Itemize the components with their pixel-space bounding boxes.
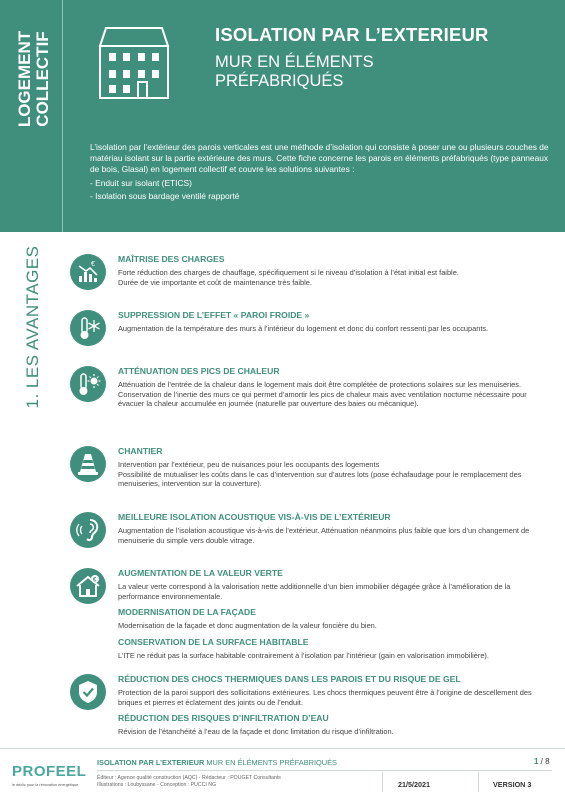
- advantage-text: Possibilité de mutualiser les coûts dans le cas d’intervention sur d’autres lots (pose échafaudage pour le remplacement des menuiseries, intervention sur la couverture).: [118, 469, 522, 489]
- header-divider: [62, 0, 63, 232]
- intro-paragraph: L’isolation par l’extérieur des parois verticales est une méthode d’isolation qui consiste à poser une ou plusieurs couches de matériau isolant sur la partie extérieure des murs. Cette fiche concerne les parois en éléments préfabriqués (type panneaux de bois, Glasal) en logement collectif et couvre les solutions suivantes :: [90, 142, 549, 175]
- advantage-title: MEILLEURE ISOLATION ACOUSTIQUE VIS-À-VIS DE L’EXTÉRIEUR: [118, 512, 391, 522]
- page-total: / 8: [538, 757, 550, 766]
- logo-tagline: le déclic pour la rénovation énergétique: [12, 783, 79, 787]
- advantage-text: Durée de vie importante et coût de maintenance très faible.: [118, 277, 312, 287]
- chart-decrease-icon: [70, 254, 106, 290]
- advantage-title: RÉDUCTION DES CHOCS THERMIQUES DANS LES PAROIS ET DU RISQUE DE GEL: [118, 674, 461, 684]
- advantage-title: ATTÉNUATION DES PICS DE CHALEUR: [118, 366, 280, 376]
- footer-date: 21/5/2021: [398, 780, 430, 789]
- intro-text: [90, 142, 550, 204]
- footer-version: VERSION 3: [493, 780, 532, 789]
- advantage-title: MODERNISATION DE LA FAÇADE: [118, 607, 256, 618]
- advantage-title: SUPPRESSION DE L’EFFET « PAROI FROIDE »: [118, 310, 310, 320]
- advantage-text: La valeur verte correspond à la valorisation nette additionnelle d’un bien immobilier dégagée grâce à l’amélioration de la performance environnementale.: [118, 582, 511, 601]
- credits-line2: Illustrations : Loubyssane - Conception : PUCCI NG: [97, 782, 217, 788]
- advantage-text: Atténuation de l’entrée de la chaleur dans le logement mais doit être complétée de protections solaires sur les menuiseries.: [118, 380, 522, 389]
- footer-title: [97, 758, 337, 767]
- footer-title-rest: MUR EN ÉLÉMENTS PRÉFABRIQUÉS: [204, 758, 337, 767]
- traffic-cone-icon: [70, 446, 106, 482]
- page-title: ISOLATION PAR L’EXTERIEUR: [215, 24, 489, 45]
- house-euro-icon: [70, 568, 106, 604]
- shield-check-icon: [70, 674, 106, 710]
- page-subtitle: [215, 53, 535, 91]
- section-label: 1. LES AVANTAGES: [23, 245, 42, 409]
- thermometer-snow-icon: [70, 310, 106, 346]
- advantage-text: L’ITE ne réduit pas la surface habitable contrairement à l’isolation par l’intérieur (gain en valorisation immobilière).: [118, 650, 489, 660]
- side-title: [10, 0, 58, 158]
- advantage-title: MAÎTRISE DES CHARGES: [118, 254, 225, 264]
- credits-line1: Éditeur : Agence qualité construction (AQC) - Rédacteur : POUGET Consultants: [97, 775, 281, 781]
- building-icon: [92, 22, 176, 102]
- advantage-text: Modernisation de la façade et donc augmentation de la valeur foncière du bien.: [118, 621, 377, 631]
- subtitle-line1: MUR EN ÉLÉMENTS: [215, 53, 374, 71]
- intro-bullet-1: - Enduit sur isolant (ETICS): [90, 177, 192, 188]
- logo-text: PROFEEL: [12, 763, 87, 780]
- footer-title-bold: ISOLATION PAR L’EXTERIEUR: [97, 758, 205, 767]
- thermometer-sun-icon: [70, 366, 106, 402]
- subtitle-line2: PRÉFABRIQUÉS: [215, 72, 344, 90]
- footer-credits: [97, 775, 337, 789]
- advantage-text: Augmentation de la température des murs à l’intérieur du logement et donc du confort ressenti par les occupants.: [118, 324, 489, 333]
- advantage-text: Augmentation de l’isolation acoustique vis-à-vis de l’extérieur. Atténuation néanmoins plus faible que lors d’un changement de menuiserie du simple vers double vitrage.: [118, 526, 530, 545]
- page-current: 1: [534, 757, 539, 766]
- ear-sound-icon: [70, 512, 106, 548]
- advantage-text: Révision de l’étanchéité à l’eau de la façade et donc limitation du risque d’infiltration.: [118, 727, 394, 737]
- advantage-title: CONSERVATION DE LA SURFACE HABITABLE: [118, 636, 309, 647]
- svg-text:€: €: [91, 261, 95, 268]
- advantage-text: Forte réduction des charges de chauffage, spécifiquement si le niveau d’isolation à l’état initial est faible.: [118, 268, 459, 277]
- side-title-line1: LOGEMENT: [15, 30, 34, 128]
- intro-bullet-2: - Isolation sous bardage ventilé rapporté: [90, 190, 240, 201]
- advantage-title: RÉDUCTION DES RISQUES D’INFILTRATION D’EAU: [118, 713, 329, 724]
- header-banner: [0, 0, 565, 232]
- footer-divider-vertical: [478, 772, 479, 792]
- footer-divider-vertical: [382, 772, 383, 792]
- advantage-text: Intervention par l’extérieur, peu de nuisances pour les occupants des logements: [118, 460, 380, 469]
- svg-text:€: €: [93, 577, 97, 584]
- advantage-text: Protection de la paroi support des sollicitations extérieures. Les chocs thermiques peuvent être à l’origine de descellement des briques et pierres et éclatement des joints ou de l’enduit.: [118, 688, 532, 707]
- advantage-title: CHANTIER: [118, 446, 163, 456]
- profeel-logo: [8, 761, 88, 795]
- advantage-text: Conservation de l’inertie des murs ce qui permet d’amortir les pics de chaleur mais avec ventilation nocturne nécessaire pour évacuer la chaleur accumulée en journée (naturelle par ouverture des baies ou mécanique).: [118, 389, 527, 409]
- footer-divider: [0, 748, 565, 749]
- side-title-line2: COLLECTIF: [33, 31, 52, 127]
- footer-separator: [97, 770, 552, 771]
- advantage-title: AUGMENTATION DE LA VALEUR VERTE: [118, 568, 283, 578]
- page-number: [534, 757, 550, 766]
